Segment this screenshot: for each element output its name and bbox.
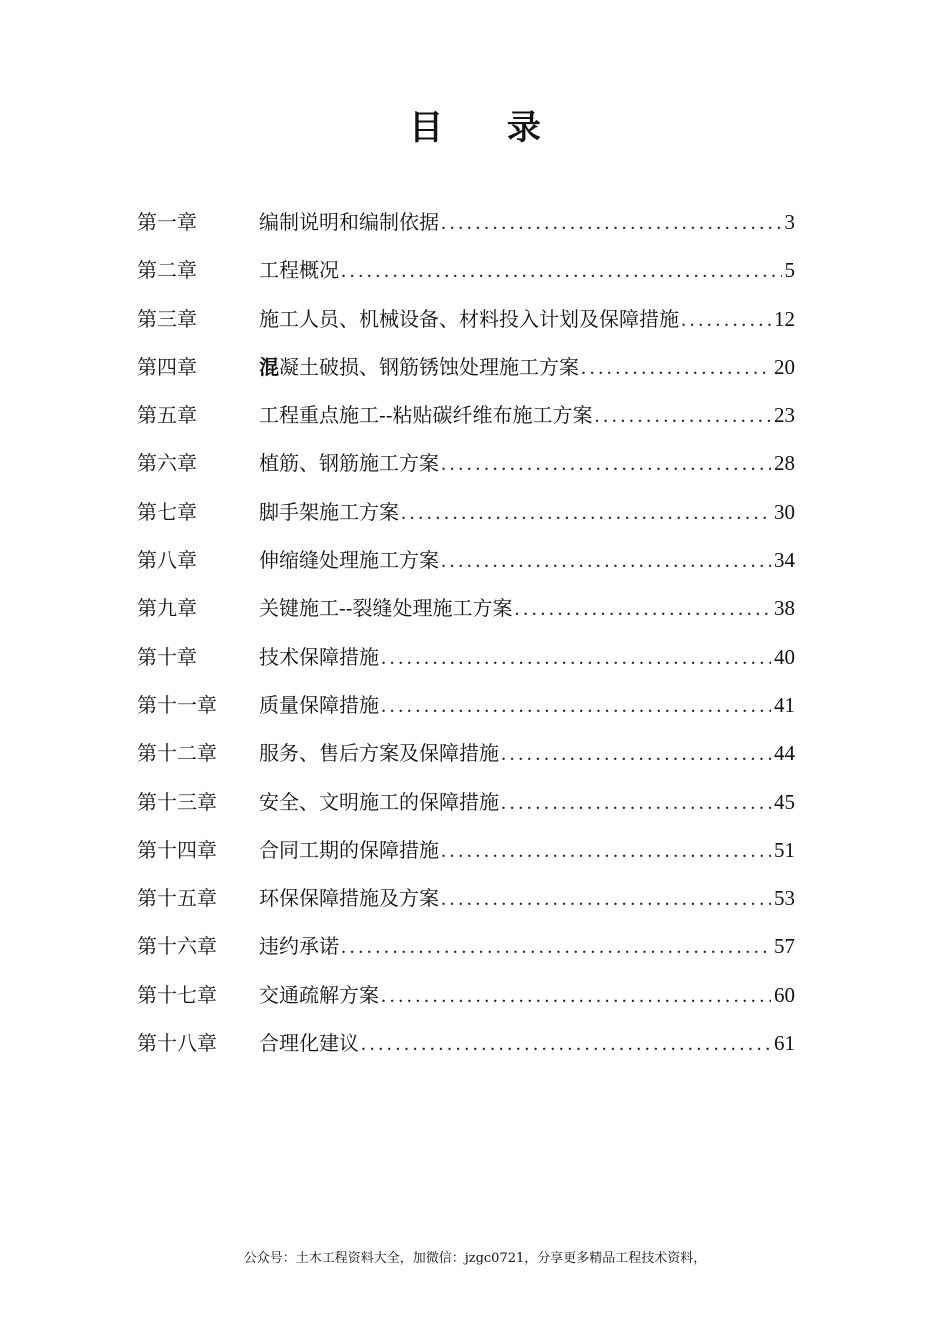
toc-title-text: 编制说明和编制依据 (259, 210, 439, 234)
toc-chapter-title (259, 249, 339, 291)
toc-page-number: 12 (774, 306, 795, 331)
toc-page-number: 51 (774, 837, 795, 862)
toc-dot-leader (595, 395, 771, 437)
toc-entry[interactable] (137, 394, 795, 442)
toc-title-text: 脚手架施工方案 (259, 499, 399, 524)
toc-entry[interactable] (137, 201, 795, 249)
toc-dot-leader (361, 1023, 771, 1065)
toc-entry[interactable] (137, 298, 795, 346)
toc-dot-leader (581, 347, 771, 389)
toc-page-number: 23 (774, 403, 795, 428)
toc-dot-leader (501, 733, 771, 775)
toc-chapter-title (259, 925, 339, 967)
toc-title-text: 服务、售后方案及保障措施 (259, 741, 499, 766)
toc-entry[interactable] (137, 829, 795, 877)
toc-page-number: 34 (774, 548, 795, 573)
toc-chapter-number: 第十四章 (137, 837, 217, 862)
toc-title-text: 环保保障措施及方案 (259, 886, 439, 911)
toc-entry[interactable] (137, 346, 795, 394)
toc-page-number: 60 (774, 982, 795, 1007)
toc-dot-leader (501, 782, 771, 824)
toc-chapter-title (259, 587, 513, 629)
toc-dot-leader (441, 443, 771, 485)
toc-title-text: 凝土破损、钢筋锈蚀处理施工方案 (279, 354, 579, 379)
page-footer: 公众号：土木工程资料大全，加微信：jzgc0721，分享更多精品工程技术资料， (243, 1251, 707, 1266)
toc-chapter-number: 第四章 (137, 354, 197, 379)
toc-chapter-title (259, 201, 439, 243)
toc-entry[interactable] (137, 1022, 795, 1070)
toc-chapter-number: 第六章 (137, 451, 197, 476)
toc-page-number: 44 (774, 741, 795, 766)
toc-chapter-title (259, 491, 399, 533)
toc-page-number: 57 (774, 934, 795, 959)
toc-chapter-title (259, 636, 379, 678)
toc-chapter-number: 第一章 (137, 210, 197, 234)
toc-entry[interactable] (137, 249, 795, 297)
toc-entry[interactable] (137, 636, 795, 684)
toc-dot-leader (341, 250, 782, 292)
toc-chapter-number: 第十一章 (137, 692, 217, 717)
toc-page-number: 45 (774, 789, 795, 814)
toc-chapter-number: 第七章 (137, 499, 197, 524)
toc-dot-leader (441, 878, 771, 920)
toc-page-number: 40 (774, 644, 795, 669)
toc-chapter-title (259, 394, 593, 436)
toc-chapter-title (259, 442, 439, 484)
toc-chapter-number: 第十七章 (137, 982, 217, 1007)
toc-dot-leader (341, 926, 771, 968)
toc-title-text: 质量保障措施 (259, 692, 379, 717)
toc-page-number: 53 (774, 886, 795, 911)
toc-title-lead-char: 混 (259, 354, 279, 379)
toc-chapter-number: 第八章 (137, 548, 197, 573)
toc-chapter-title (259, 732, 499, 774)
toc-chapter-number: 第十章 (137, 644, 197, 669)
toc-title-text: 合同工期的保障措施 (259, 837, 439, 862)
toc-chapter-number: 第十三章 (137, 789, 217, 814)
page-title: 目 录 (409, 108, 567, 148)
toc-page-number: 61 (774, 1031, 795, 1056)
toc-entry[interactable] (137, 925, 795, 973)
table-of-contents (137, 201, 795, 1070)
toc-chapter-number: 第二章 (137, 258, 197, 283)
toc-chapter-title (259, 1022, 359, 1064)
toc-chapter-number: 第十五章 (137, 886, 217, 911)
toc-page-number: 38 (774, 596, 795, 621)
toc-page-number: 41 (774, 692, 795, 717)
toc-page-number: 20 (774, 354, 795, 379)
toc-chapter-title (259, 829, 439, 871)
toc-page-number: 3 (784, 210, 795, 234)
toc-dot-leader (381, 975, 771, 1017)
toc-chapter-title (259, 684, 379, 726)
toc-chapter-title (259, 877, 439, 919)
toc-entry[interactable] (137, 491, 795, 539)
toc-dot-leader (441, 540, 771, 582)
toc-entry[interactable] (137, 877, 795, 925)
toc-chapter-title (259, 298, 679, 340)
toc-dot-leader (441, 830, 771, 872)
toc-entry[interactable] (137, 684, 795, 732)
toc-chapter-number: 第十六章 (137, 934, 217, 959)
toc-title-text: 关键施工--裂缝处理施工方案 (259, 596, 513, 621)
toc-dot-leader (401, 492, 771, 534)
toc-entry[interactable] (137, 539, 795, 587)
toc-chapter-number: 第九章 (137, 596, 197, 621)
toc-chapter-number: 第十八章 (137, 1031, 217, 1056)
toc-title-text: 植筋、钢筋施工方案 (259, 451, 439, 476)
toc-entry[interactable] (137, 781, 795, 829)
toc-title-text: 伸缩缝处理施工方案 (259, 548, 439, 573)
toc-title-text: 交通疏解方案 (259, 982, 379, 1007)
toc-title-text: 工程概况 (259, 258, 339, 283)
toc-dot-leader (441, 202, 782, 244)
toc-chapter-title (259, 539, 439, 581)
toc-chapter-title (259, 781, 499, 823)
toc-chapter-number: 第三章 (137, 306, 197, 331)
toc-title-text: 工程重点施工--粘贴碳纤维布施工方案 (259, 403, 593, 428)
toc-page-number: 28 (774, 451, 795, 476)
toc-title-text: 安全、文明施工的保障措施 (259, 789, 499, 814)
toc-title-text: 合理化建议 (259, 1031, 359, 1056)
toc-title-text: 技术保障措施 (259, 644, 379, 669)
toc-page-number: 5 (784, 258, 795, 283)
toc-dot-leader (681, 299, 771, 341)
toc-chapter-title (259, 346, 579, 388)
toc-entry[interactable] (137, 442, 795, 490)
toc-dot-leader (515, 588, 771, 630)
toc-chapter-number: 第十二章 (137, 741, 217, 766)
toc-title-text: 违约承诺 (259, 934, 339, 959)
toc-chapter-number: 第五章 (137, 403, 197, 428)
toc-entry[interactable] (137, 974, 795, 1022)
toc-entry[interactable] (137, 732, 795, 780)
toc-dot-leader (381, 685, 771, 727)
toc-entry[interactable] (137, 587, 795, 635)
toc-chapter-title (259, 974, 379, 1016)
toc-dot-leader (381, 637, 771, 679)
toc-title-text: 施工人员、机械设备、材料投入计划及保障措施 (259, 306, 679, 331)
toc-page-number: 30 (774, 499, 795, 524)
